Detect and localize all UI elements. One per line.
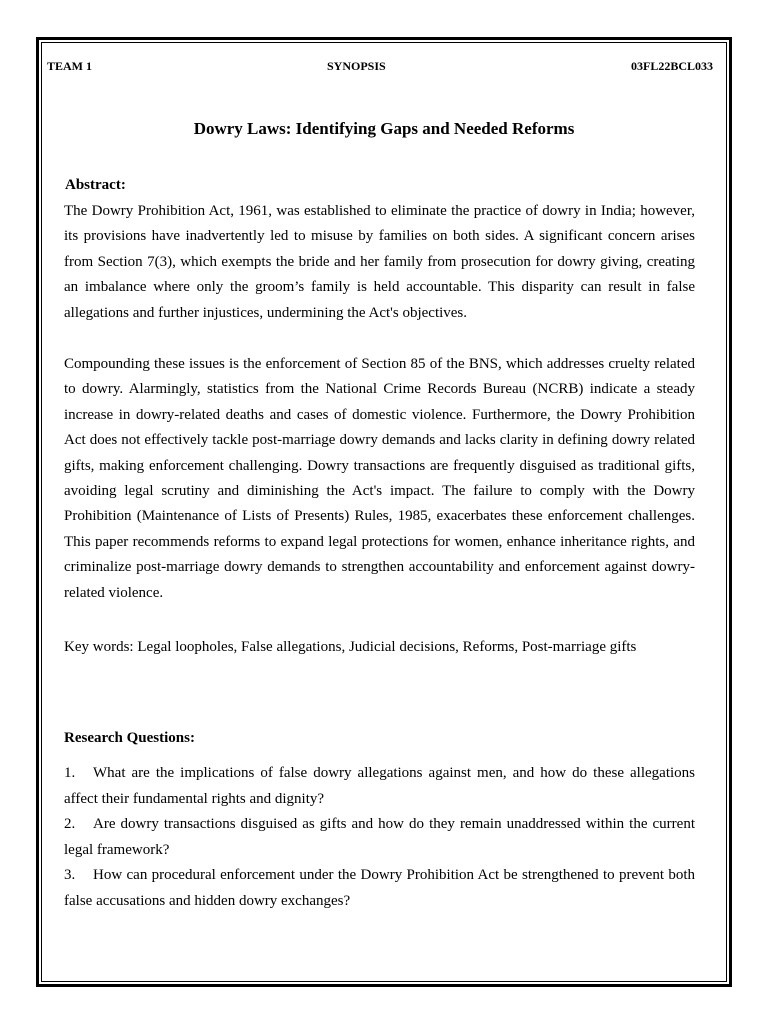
abstract-heading: Abstract: [65, 177, 126, 193]
keywords-line: Key words: Legal loopholes, False allegations, Judicial decisions, Reforms, Post-marriage gifts [64, 639, 637, 655]
question-text: Are dowry transactions disguised as gifts and how do they remain unaddressed within the current legal framework? [64, 816, 695, 858]
question-text: How can procedural enforcement under the Dowry Prohibition Act be strengthened to prevent both false accusations and hidden dowry exchanges? [64, 867, 695, 909]
header-code: 03FL22BCL033 [630, 59, 713, 73]
question-number: 3. [64, 867, 76, 884]
document-title: Dowry Laws: Identifying Gaps and Needed Reforms [193, 119, 575, 138]
research-question-3 [64, 863, 695, 914]
research-questions-list [64, 761, 695, 915]
question-number: 2. [64, 816, 76, 833]
research-questions-heading: Research Questions: [64, 730, 195, 746]
abstract-paragraph-2: Compounding these issues is the enforcement of Section 85 of the BNS, which addresses cruelty related to dowry. Alarmingly, statistics from the National Crime Records Bureau (NCRB) indicate a steady increase in dowry-related deaths and cases of domestic violence. Furthermore, the Dowry Prohibition Act does not effectively tackle post-marriage dowry demands and lacks clarity in defining dowry related gifts, making enforcement challenging. Dowry transactions are frequently disguised as traditional gifts, avoiding legal scrutiny and diminishing the Act's impact. The failure to comply with the Dowry Prohibition (Maintenance of Lists of Presents) Rules, 1985, exacerbates these enforcement challenges. This paper recommends reforms to expand legal protections for women, enhance inheritance rights, and criminalize post-marriage dowry demands to strengthen accountability and enforcement against dowry-related violence. [64, 356, 695, 601]
header-doc-type: SYNOPSIS [327, 59, 386, 73]
research-question-2 [64, 812, 695, 863]
abstract-paragraph-1: The Dowry Prohibition Act, 1961, was established to eliminate the practice of dowry in India; however, its provisions have inadvertently led to misuse by families on both sides. A significant concern arises from Section 7(3), which exempts the bride and her family from prosecution for dowry giving, creating an imbalance where only the groom’s family is held accountable. This disparity can result in false allegations and further injustices, undermining the Act's objectives. [64, 203, 695, 321]
header-team: TEAM 1 [47, 59, 92, 73]
question-text: What are the implications of false dowry allegations against men, and how do these allegations affect their fundamental rights and dignity? [64, 765, 695, 807]
question-number: 1. [64, 765, 76, 781]
research-question-1 [64, 761, 695, 812]
